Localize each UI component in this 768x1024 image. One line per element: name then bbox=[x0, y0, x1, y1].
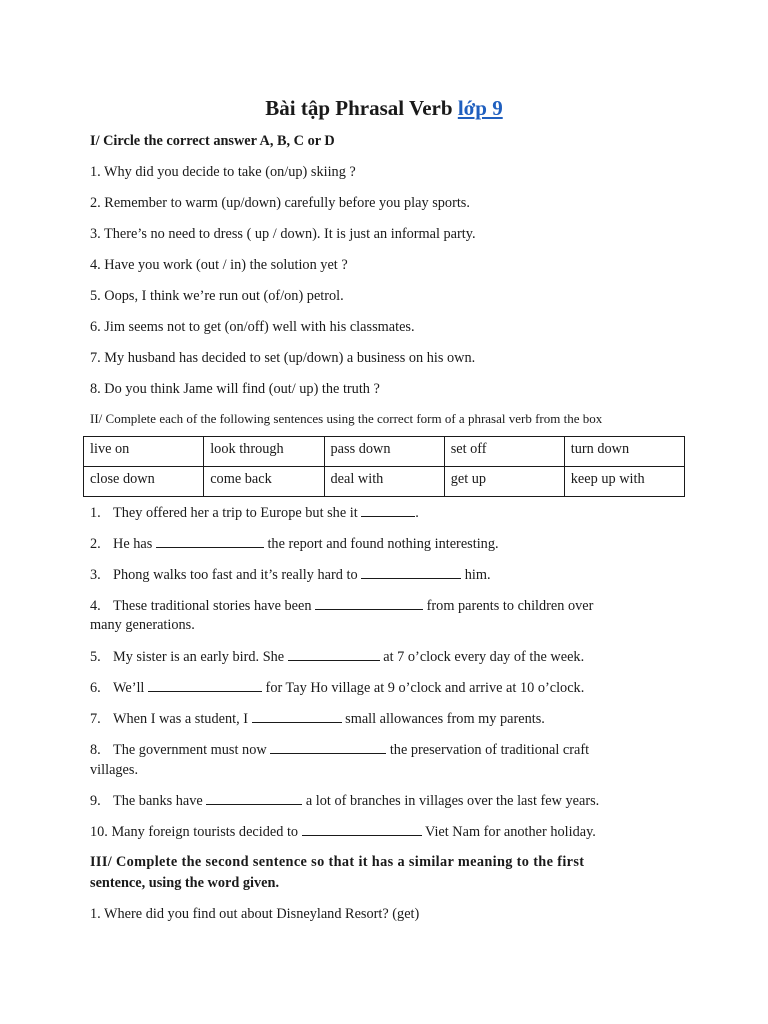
item-text: at 7 o’clock every day of the week. bbox=[379, 649, 585, 665]
answer-blank[interactable] bbox=[302, 821, 422, 836]
item-text: him. bbox=[461, 567, 491, 583]
box-cell: live on bbox=[84, 437, 204, 467]
item-number: 1. bbox=[90, 505, 101, 521]
box-cell: come back bbox=[204, 467, 324, 497]
box-cell: look through bbox=[204, 437, 324, 467]
item-text: from parents to children over bbox=[423, 598, 594, 614]
answer-blank[interactable] bbox=[148, 677, 262, 692]
answer-blank[interactable] bbox=[252, 708, 342, 723]
item-number: 3. bbox=[90, 567, 101, 583]
page-title bbox=[0, 94, 768, 122]
s2-item-6 bbox=[90, 677, 690, 698]
item-text: the report and found nothing interesting. bbox=[263, 536, 499, 552]
item-text: These traditional stories have been bbox=[113, 598, 316, 614]
item-number: 2. bbox=[90, 536, 101, 552]
title-text: Bài tập Phrasal Verb bbox=[265, 96, 458, 120]
box-cell: pass down bbox=[324, 437, 444, 467]
phrasal-verb-box bbox=[83, 436, 685, 497]
box-cell: get up bbox=[444, 467, 564, 497]
item-number: 5. bbox=[90, 649, 101, 665]
section3-heading-line2: sentence, using the word given. bbox=[90, 875, 280, 891]
item-text: They offered her a trip to Europe but she it bbox=[113, 505, 362, 521]
s1-item-4: 4. Have you work (out / in) the solution yet ? bbox=[90, 257, 348, 273]
s1-item-3: 3. There’s no need to dress ( up / down). It is just an informal party. bbox=[90, 226, 476, 242]
answer-blank[interactable] bbox=[361, 564, 461, 579]
s1-item-7: 7. My husband has decided to set (up/down) a business on his own. bbox=[90, 350, 476, 366]
s1-item-1: 1. Why did you decide to take (on/up) skiing ? bbox=[90, 164, 356, 180]
item-text: My sister is an early bird. She bbox=[113, 649, 288, 665]
grade-link[interactable]: lớp 9 bbox=[457, 96, 503, 120]
section3-heading-line1: III/ Complete the second sentence so that it has a similar meaning to the first bbox=[90, 854, 585, 870]
item-text: When I was a student, I bbox=[113, 711, 252, 727]
item-number: 7. bbox=[90, 711, 101, 727]
box-row bbox=[84, 467, 685, 497]
s2-item-4 bbox=[90, 595, 690, 616]
answer-blank[interactable] bbox=[315, 595, 423, 610]
s1-item-5: 5. Oops, I think we’re run out (of/on) petrol. bbox=[90, 288, 344, 304]
s1-item-6: 6. Jim seems not to get (on/off) well with his classmates. bbox=[90, 319, 415, 335]
section2-heading: II/ Complete each of the following sentences using the correct form of a phrasal verb from the box bbox=[90, 411, 603, 426]
item-number: 4. bbox=[90, 598, 101, 614]
item-text: Viet Nam for another holiday. bbox=[421, 824, 596, 840]
answer-blank[interactable] bbox=[288, 646, 380, 661]
item-text: He has bbox=[113, 536, 156, 552]
item-text: We’ll bbox=[113, 680, 148, 696]
item-text: the preservation of traditional craft bbox=[386, 742, 590, 758]
s2-item-5 bbox=[90, 646, 690, 667]
item-number: 9. bbox=[90, 793, 101, 809]
s2-item-2 bbox=[90, 533, 690, 554]
item-number: 10. bbox=[90, 824, 108, 840]
box-row bbox=[84, 437, 685, 467]
item-text: The government must now bbox=[113, 742, 271, 758]
item-text: small allowances from my parents. bbox=[341, 711, 545, 727]
item-text: The banks have bbox=[113, 793, 207, 809]
s2-item-8 bbox=[90, 739, 690, 760]
s2-item-1 bbox=[90, 502, 690, 523]
s2-item-7 bbox=[90, 708, 690, 729]
item-text: Many foreign tourists decided to bbox=[111, 824, 302, 840]
s2-item-8-cont: villages. bbox=[90, 762, 139, 778]
s2-item-4-cont: many generations. bbox=[90, 617, 195, 633]
s1-item-2: 2. Remember to warm (up/down) carefully before you play sports. bbox=[90, 195, 470, 211]
item-number: 8. bbox=[90, 742, 101, 758]
box-cell: deal with bbox=[324, 467, 444, 497]
item-text: . bbox=[415, 505, 419, 521]
box-cell: close down bbox=[84, 467, 204, 497]
section1-heading: I/ Circle the correct answer A, B, C or D bbox=[90, 133, 335, 149]
box-cell: set off bbox=[444, 437, 564, 467]
s2-item-9 bbox=[90, 790, 690, 811]
item-text: a lot of branches in villages over the last few years. bbox=[302, 793, 600, 809]
s2-item-3 bbox=[90, 564, 690, 585]
s1-item-8: 8. Do you think Jame will find (out/ up) the truth ? bbox=[90, 381, 380, 397]
item-number: 6. bbox=[90, 680, 101, 696]
answer-blank[interactable] bbox=[361, 502, 415, 517]
s3-item-1: 1. Where did you find out about Disneyland Resort? (get) bbox=[90, 906, 420, 922]
item-text: for Tay Ho village at 9 o’clock and arrive at 10 o’clock. bbox=[261, 680, 585, 696]
s2-item-10 bbox=[90, 821, 690, 842]
box-cell: keep up with bbox=[564, 467, 684, 497]
item-text: Phong walks too fast and it’s really hard to bbox=[113, 567, 362, 583]
answer-blank[interactable] bbox=[206, 790, 302, 805]
answer-blank[interactable] bbox=[156, 533, 264, 548]
answer-blank[interactable] bbox=[270, 739, 386, 754]
box-cell: turn down bbox=[564, 437, 684, 467]
